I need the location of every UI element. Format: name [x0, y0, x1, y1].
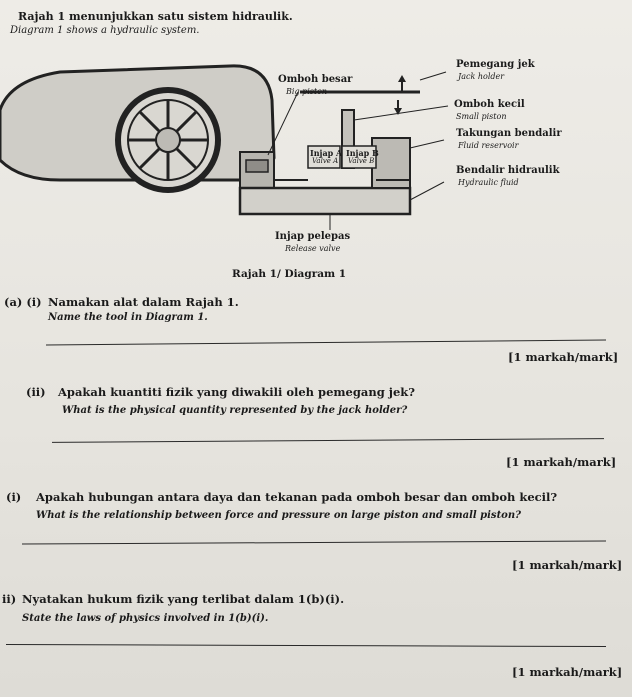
question-a-i-english: Name the tool in Diagram 1.	[48, 312, 208, 323]
answer-line[interactable]	[6, 644, 606, 647]
answer-line[interactable]	[52, 438, 604, 443]
question-a-i-number: (a) (i)	[4, 295, 42, 309]
jack-holder-label-en: Jack holder	[458, 72, 505, 81]
hydraulic-fluid-label: Bendalir hidraulik	[456, 165, 560, 176]
diagram-caption: Rajah 1/ Diagram 1	[232, 268, 347, 280]
question-a-ii-english: What is the physical quantity represented by the jack holder?	[62, 405, 408, 416]
valve-a-label-en: Valve A	[312, 157, 339, 165]
question-b-i-marks: [1 markah/mark]	[512, 558, 623, 572]
question-a-i-marks: [1 markah/mark]	[508, 350, 619, 364]
question-a-i-malay: Namakan alat dalam Rajah 1.	[48, 295, 239, 309]
question-b-ii-marks: [1 markah/mark]	[512, 665, 623, 679]
small-piston-label-en: Small piston	[456, 112, 507, 121]
fluid-reservoir-label: Takungan bendalir	[456, 128, 562, 139]
question-b-i-malay: Apakah hubungan antara daya dan tekanan pada omboh besar dan omboh kecil?	[36, 490, 558, 504]
question-b-ii-number: ii)	[2, 592, 17, 606]
valve-a-label: Injap A	[310, 148, 343, 158]
answer-line[interactable]	[46, 340, 606, 346]
small-piston-label: Omboh kecil	[454, 99, 525, 110]
valve-b-label: Injap B	[346, 148, 379, 158]
big-piston	[246, 160, 268, 172]
question-b-i-english: What is the relationship between force and pressure on large piston and small piston?	[36, 510, 521, 521]
hydraulic-fluid-label-en: Hydraulic fluid	[458, 178, 519, 187]
intro-malay: Rajah 1 menunjukkan satu sistem hidraulik.	[18, 10, 293, 23]
question-b-ii-english: State the laws of physics involved in 1(b)(i).	[22, 613, 269, 624]
jack-holder-label: Pemegang jek	[456, 59, 535, 70]
valve-b-label-en: Valve B	[348, 157, 375, 165]
answer-line[interactable]	[22, 540, 606, 544]
question-a-ii-number: (ii)	[26, 385, 46, 399]
hydraulic-base	[240, 188, 410, 214]
intro-english: Diagram 1 shows a hydraulic system.	[10, 25, 200, 36]
question-b-i-number: (i)	[6, 490, 22, 504]
release-valve-label-en: Release valve	[285, 244, 341, 253]
question-a-ii-marks: [1 markah/mark]	[506, 455, 617, 469]
release-valve-label: Injap pelepas	[275, 231, 351, 242]
big-piston-label: Omboh besar	[278, 74, 353, 85]
big-piston-label-en: Big piston	[286, 87, 328, 96]
fluid-reservoir-label-en: Fluid reservoir	[458, 141, 519, 150]
question-b-ii-malay: Nyatakan hukum fizik yang terlibat dalam 1(b)(i).	[22, 592, 345, 606]
question-a-ii-malay: Apakah kuantiti fizik yang diwakili oleh pemegang jek?	[58, 385, 415, 399]
